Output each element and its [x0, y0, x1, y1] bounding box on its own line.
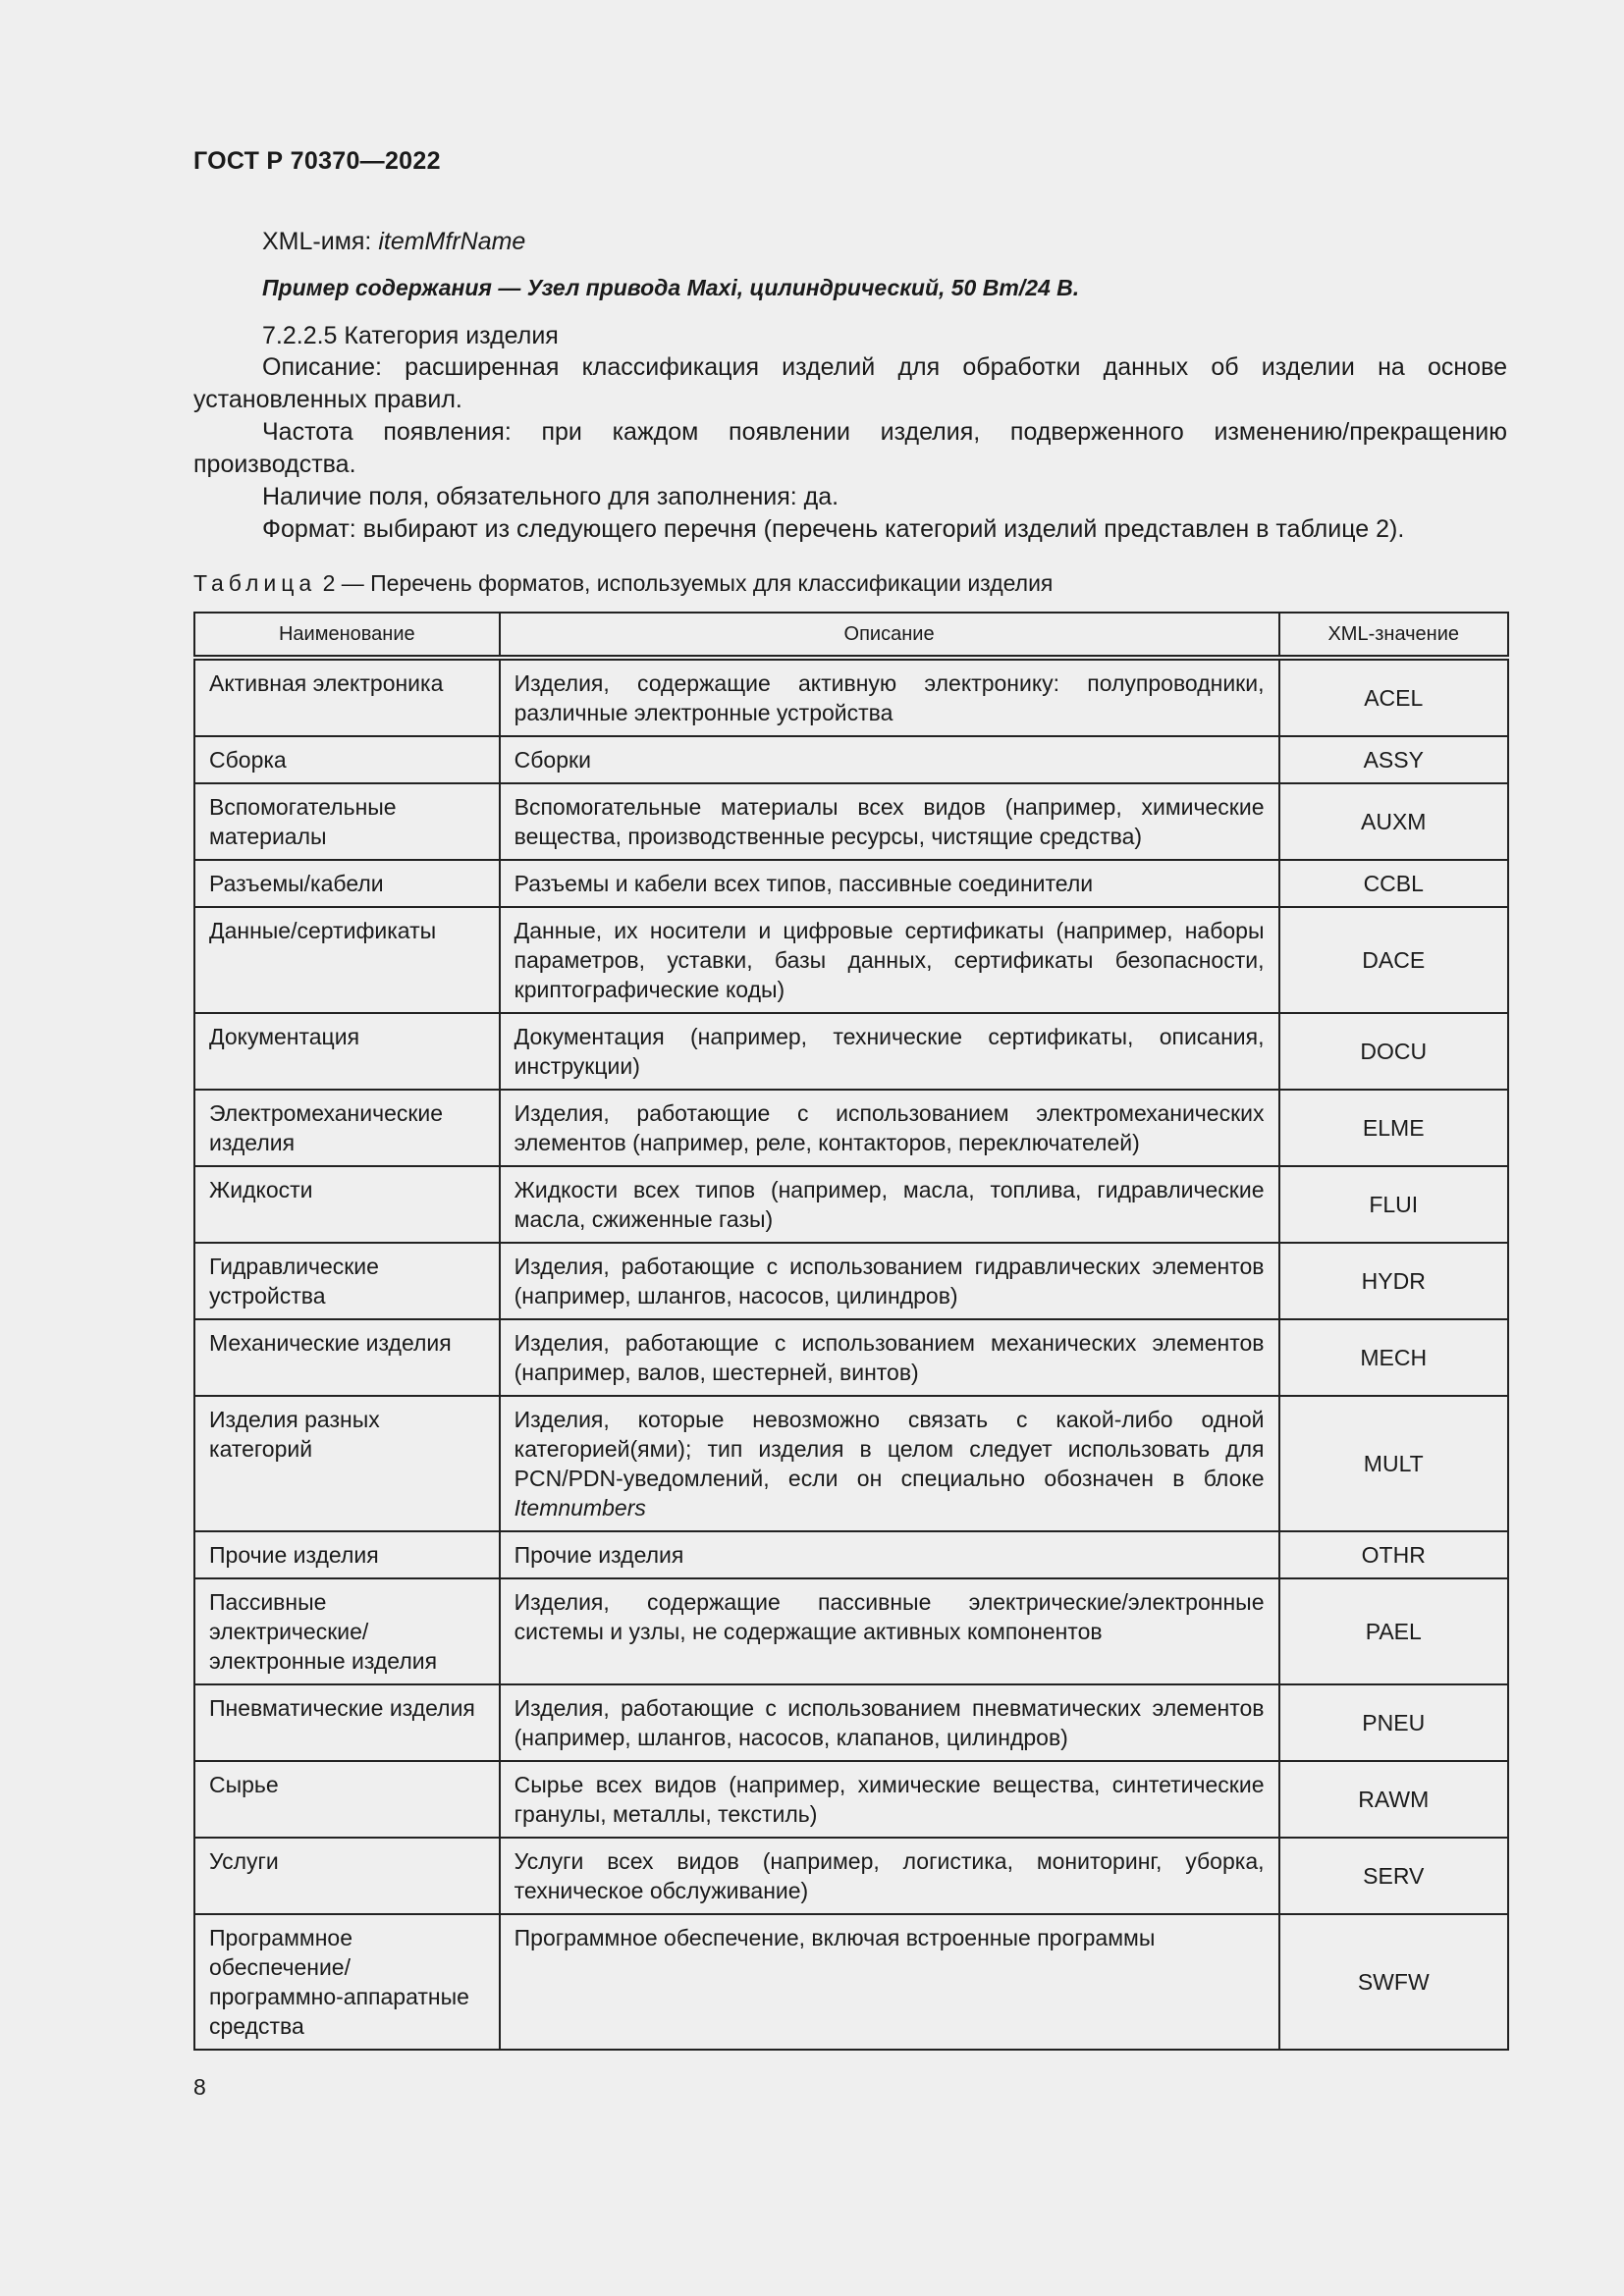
- table-row: [194, 1090, 1508, 1166]
- content-example: Пример содержания — Узел привода Maxi, цилиндрический, 50 Вт/24 В.: [262, 275, 1080, 300]
- cell-xml-value: HYDR: [1279, 1243, 1509, 1319]
- table-body: [194, 658, 1508, 2050]
- table-row: [194, 736, 1508, 783]
- cell-name: Документация: [194, 1013, 500, 1090]
- table-row: [194, 658, 1508, 736]
- cell-xml-value: FLUI: [1279, 1166, 1509, 1243]
- cell-xml-value: AUXM: [1279, 783, 1509, 860]
- section-heading: 7.2.2.5 Категория изделия: [262, 322, 559, 349]
- cell-name: Разъемы/кабели: [194, 860, 500, 907]
- paragraph-mandatory: Наличие поля, обязательного для заполнения: да.: [262, 483, 839, 510]
- cell-name: Сборка: [194, 736, 500, 783]
- table-row: [194, 907, 1508, 1013]
- cell-description: [500, 1761, 1279, 1838]
- cell-xml-value: OTHR: [1279, 1531, 1509, 1578]
- paragraph-format: Формат: выбирают из следующего перечня (перечень категорий изделий представлен в таблице 2).: [262, 515, 1405, 543]
- cell-description: [500, 1914, 1279, 2050]
- cell-description-text: Разъемы и кабели всех типов, пассивные соединители: [514, 871, 1094, 896]
- table-row: [194, 1684, 1508, 1761]
- cell-xml-value: SWFW: [1279, 1914, 1509, 2050]
- cell-name: Вспомогательные материалы: [194, 783, 500, 860]
- header-xml-value: XML-значение: [1279, 613, 1509, 658]
- xml-name-label: XML-имя:: [262, 228, 379, 255]
- cell-description: [500, 1396, 1279, 1531]
- document-header: ГОСТ Р 70370—2022: [193, 147, 441, 175]
- cell-name: Данные/сертификаты: [194, 907, 500, 1013]
- cell-xml-value: RAWM: [1279, 1761, 1509, 1838]
- cell-xml-value: MULT: [1279, 1396, 1509, 1531]
- cell-name: Программное обеспечение/программно-аппаратные средства: [194, 1914, 500, 2050]
- xml-name-value: itemMfrName: [378, 228, 526, 255]
- table-row: [194, 1319, 1508, 1396]
- cell-description: [500, 1319, 1279, 1396]
- table-row: [194, 1166, 1508, 1243]
- cell-description-text: Программное обеспечение, включая встроенные программы: [514, 1925, 1156, 1950]
- cell-description-text: Прочие изделия: [514, 1542, 684, 1568]
- cell-description-text: Изделия, работающие с использованием электромеханических элементов (например, реле, контакторов, переключателей): [514, 1100, 1265, 1155]
- section-paragraphs: [193, 351, 1507, 546]
- cell-name: Прочие изделия: [194, 1531, 500, 1578]
- table-header-row: [194, 613, 1508, 658]
- cell-name: Услуги: [194, 1838, 500, 1914]
- paragraph-frequency: Частота появления: при каждом появлении изделия, подверженного изменению/прекращению производства.: [193, 418, 1507, 478]
- cell-description-text: Изделия, содержащие активную электронику: полупроводники, различные электронные устройства: [514, 670, 1265, 725]
- cell-description: [500, 658, 1279, 736]
- cell-xml-value: MECH: [1279, 1319, 1509, 1396]
- table-caption: [193, 570, 1053, 597]
- table-row: [194, 1013, 1508, 1090]
- cell-description-italic: Itemnumbers: [514, 1495, 646, 1521]
- formats-table: [193, 612, 1509, 2051]
- cell-description-text: Изделия, содержащие пассивные электрические/электронные системы и узлы, не содержащие активных компонентов: [514, 1589, 1265, 1644]
- cell-description: [500, 907, 1279, 1013]
- table-caption-prefix: Таблица: [193, 570, 317, 596]
- cell-description: [500, 1090, 1279, 1166]
- cell-description: [500, 1531, 1279, 1578]
- cell-name: Механические изделия: [194, 1319, 500, 1396]
- table-row: [194, 1838, 1508, 1914]
- cell-name: Гидравлические устройства: [194, 1243, 500, 1319]
- cell-description-text: Изделия, которые невозможно связать с какой-либо одной категорией(ями); тип изделия в целом следует использовать для PCN/PDN-уведомлений, если он специально обозначен в блоке: [514, 1407, 1265, 1491]
- cell-description-text: Изделия, работающие с использованием механических элементов (например, валов, шестерней, винтов): [514, 1330, 1265, 1385]
- table-row: [194, 783, 1508, 860]
- cell-name: Активная электроника: [194, 658, 500, 736]
- cell-xml-value: CCBL: [1279, 860, 1509, 907]
- header-description: Описание: [500, 613, 1279, 658]
- cell-description-text: Сборки: [514, 747, 591, 773]
- cell-description: [500, 1838, 1279, 1914]
- cell-xml-value: DOCU: [1279, 1013, 1509, 1090]
- cell-xml-value: PNEU: [1279, 1684, 1509, 1761]
- cell-xml-value: SERV: [1279, 1838, 1509, 1914]
- cell-xml-value: DACE: [1279, 907, 1509, 1013]
- cell-description: [500, 1243, 1279, 1319]
- cell-description-text: Вспомогательные материалы всех видов (например, химические вещества, производственные ресурсы, чистящие средства): [514, 794, 1265, 849]
- cell-name: Изделия разных категорий: [194, 1396, 500, 1531]
- paragraph-description: Описание: расширенная классификация изделий для обработки данных об изделии на основе установленных правил.: [193, 353, 1507, 413]
- cell-xml-value: ACEL: [1279, 658, 1509, 736]
- cell-description: [500, 1166, 1279, 1243]
- cell-name: Сырье: [194, 1761, 500, 1838]
- table-caption-text: 2 — Перечень форматов, используемых для классификации изделия: [316, 570, 1054, 596]
- xml-name-line: [193, 226, 1507, 258]
- cell-name: Пассивные электрические/электронные изделия: [194, 1578, 500, 1684]
- header-name: Наименование: [194, 613, 500, 658]
- cell-xml-value: ELME: [1279, 1090, 1509, 1166]
- cell-description: [500, 1578, 1279, 1684]
- table-row: [194, 1914, 1508, 2050]
- cell-name: Жидкости: [194, 1166, 500, 1243]
- cell-name: Электромеханические изделия: [194, 1090, 500, 1166]
- table-row: [194, 1578, 1508, 1684]
- table-row: [194, 1531, 1508, 1578]
- cell-description: [500, 1684, 1279, 1761]
- cell-description-text: Жидкости всех типов (например, масла, топлива, гидравлические масла, сжиженные газы): [514, 1177, 1265, 1232]
- table-row: [194, 860, 1508, 907]
- cell-description: [500, 860, 1279, 907]
- cell-xml-value: ASSY: [1279, 736, 1509, 783]
- cell-description-text: Сырье всех видов (например, химические вещества, синтетические гранулы, металлы, текстиль): [514, 1772, 1265, 1827]
- cell-name: Пневматические изделия: [194, 1684, 500, 1761]
- cell-description: [500, 736, 1279, 783]
- cell-description-text: Изделия, работающие с использованием пневматических элементов (например, шлангов, насосов, клапанов, цилиндров): [514, 1695, 1265, 1750]
- cell-description-text: Документация (например, технические сертификаты, описания, инструкции): [514, 1024, 1265, 1079]
- table-row: [194, 1243, 1508, 1319]
- cell-xml-value: PAEL: [1279, 1578, 1509, 1684]
- table-row: [194, 1761, 1508, 1838]
- cell-description: [500, 1013, 1279, 1090]
- cell-description-text: Услуги всех видов (например, логистика, мониторинг, уборка, техническое обслуживание): [514, 1848, 1265, 1903]
- table-row: [194, 1396, 1508, 1531]
- page-number: 8: [193, 2074, 206, 2100]
- cell-description-text: Изделия, работающие с использованием гидравлических элементов (например, шлангов, насосов, цилиндров): [514, 1254, 1265, 1308]
- cell-description-text: Данные, их носители и цифровые сертификаты (например, наборы параметров, уставки, базы данных, сертификаты безопасности, криптографические коды): [514, 918, 1265, 1002]
- cell-description: [500, 783, 1279, 860]
